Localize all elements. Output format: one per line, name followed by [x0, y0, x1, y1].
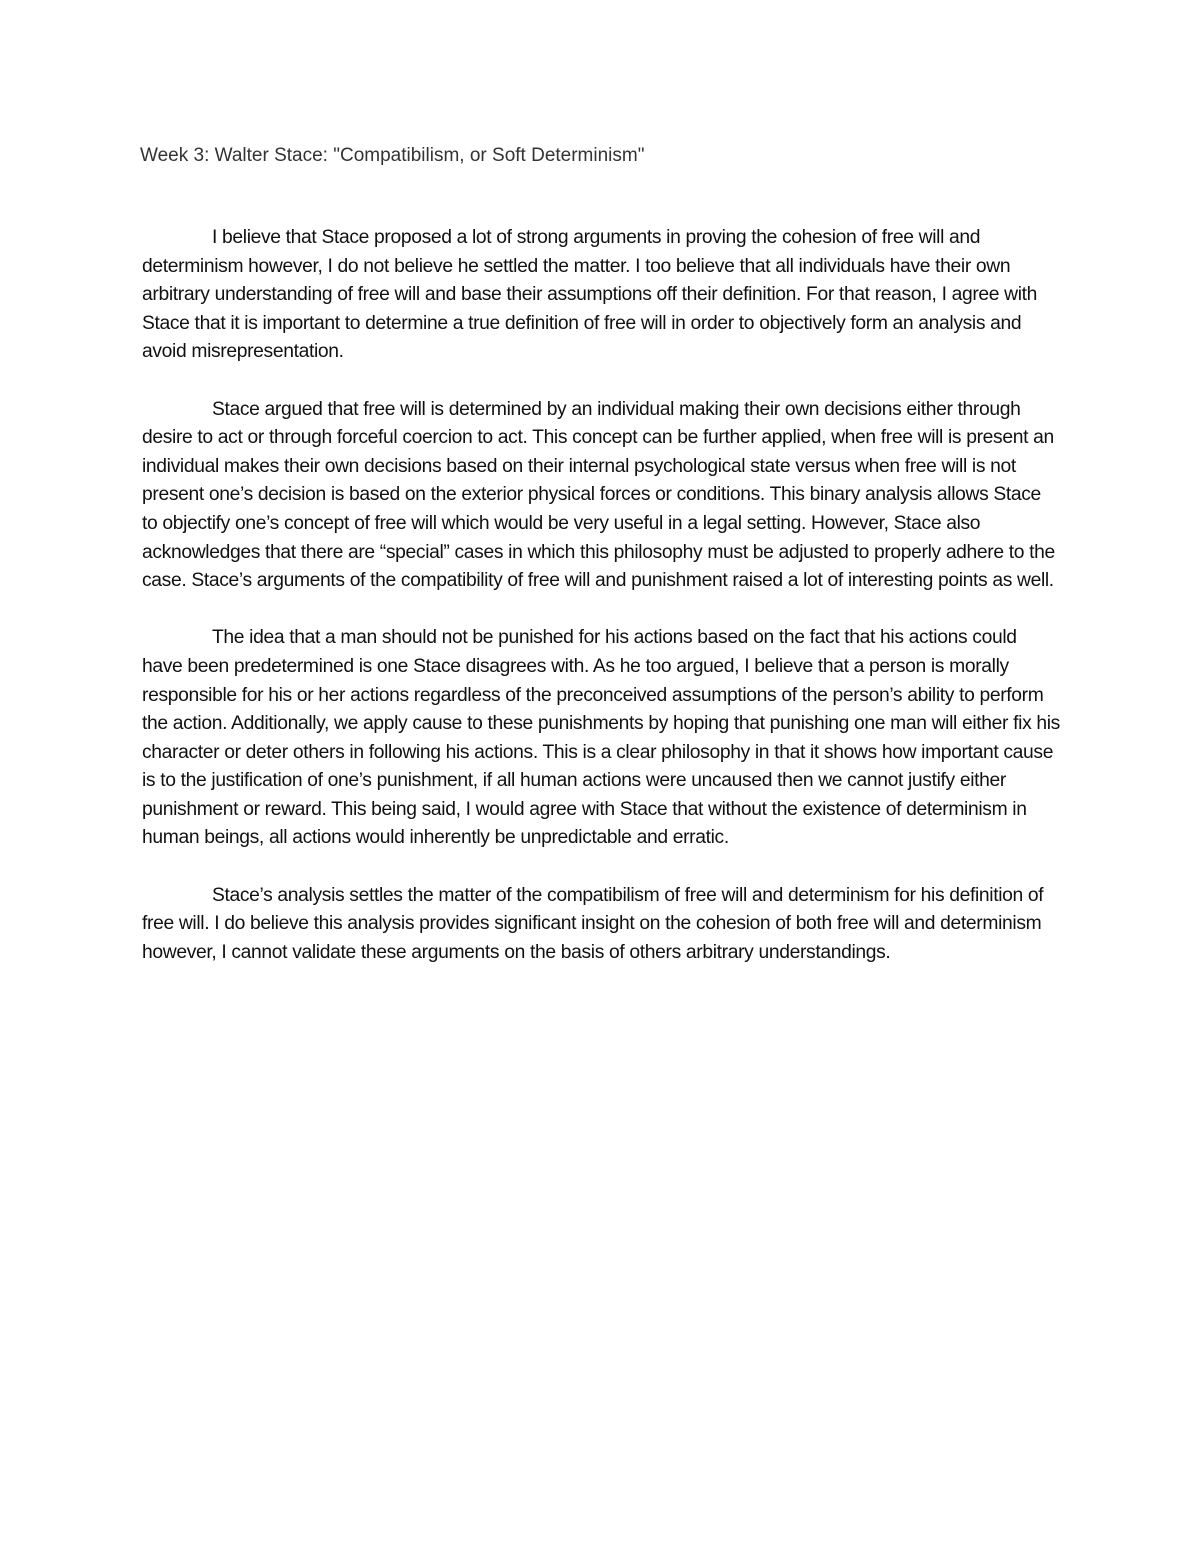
- document-title: Week 3: Walter Stace: "Compatibilism, or Soft Determinism": [140, 145, 645, 166]
- document-body: [142, 224, 1060, 996]
- paragraph-3: The idea that a man should not be punished for his actions based on the fact that his actions could have been predetermined is one Stace disagrees with. As he too argued, I believe that a person is morally responsible for his or her actions regardless of the preconceived assumptions of the person’s ability to perform the action. Additionally, we apply cause to these punishments by hoping that punishing one man will either fix his character or deter others in following his actions. This is a clear philosophy in that it shows how important cause is to the justification of one’s punishment, if all human actions were uncaused then we cannot justify either punishment or reward. This being said, I would agree with Stace that without the existence of determinism in human beings, all actions would inherently be unpredictable and erratic.: [142, 627, 1060, 849]
- paragraph-2: Stace argued that free will is determined by an individual making their own decisions either through desire to act or through forceful coercion to act. This concept can be further applied, when free will is present an individual makes their own decisions based on their internal psychological state versus when free will is not present one’s decision is based on the exterior physical forces or conditions. This binary analysis allows Stace to objectify one’s concept of free will which would be very useful in a legal setting. However, Stace also acknowledges that there are “special” cases in which this philosophy must be adjusted to properly adhere to the case. Stace’s arguments of the compatibility of free will and punishment raised a lot of interesting points as well.: [142, 398, 1055, 592]
- paragraph-1: I believe that Stace proposed a lot of strong arguments in proving the cohesion of free will and determinism however, I do not believe he settled the matter. I too believe that all individuals have their own arbitrary understanding of free will and base their assumptions off their definition. For that reason, I agree with Stace that it is important to determine a true definition of free will in order to objectively form an analysis and avoid misrepresentation.: [142, 227, 1038, 363]
- paragraph-4: Stace’s analysis settles the matter of the compatibilism of free will and determinism for his definition of free will. I do believe this analysis provides significant insight on the cohesion of both free will and determinism however, I cannot validate these arguments on the basis of others arbitrary understandings.: [142, 884, 1044, 963]
